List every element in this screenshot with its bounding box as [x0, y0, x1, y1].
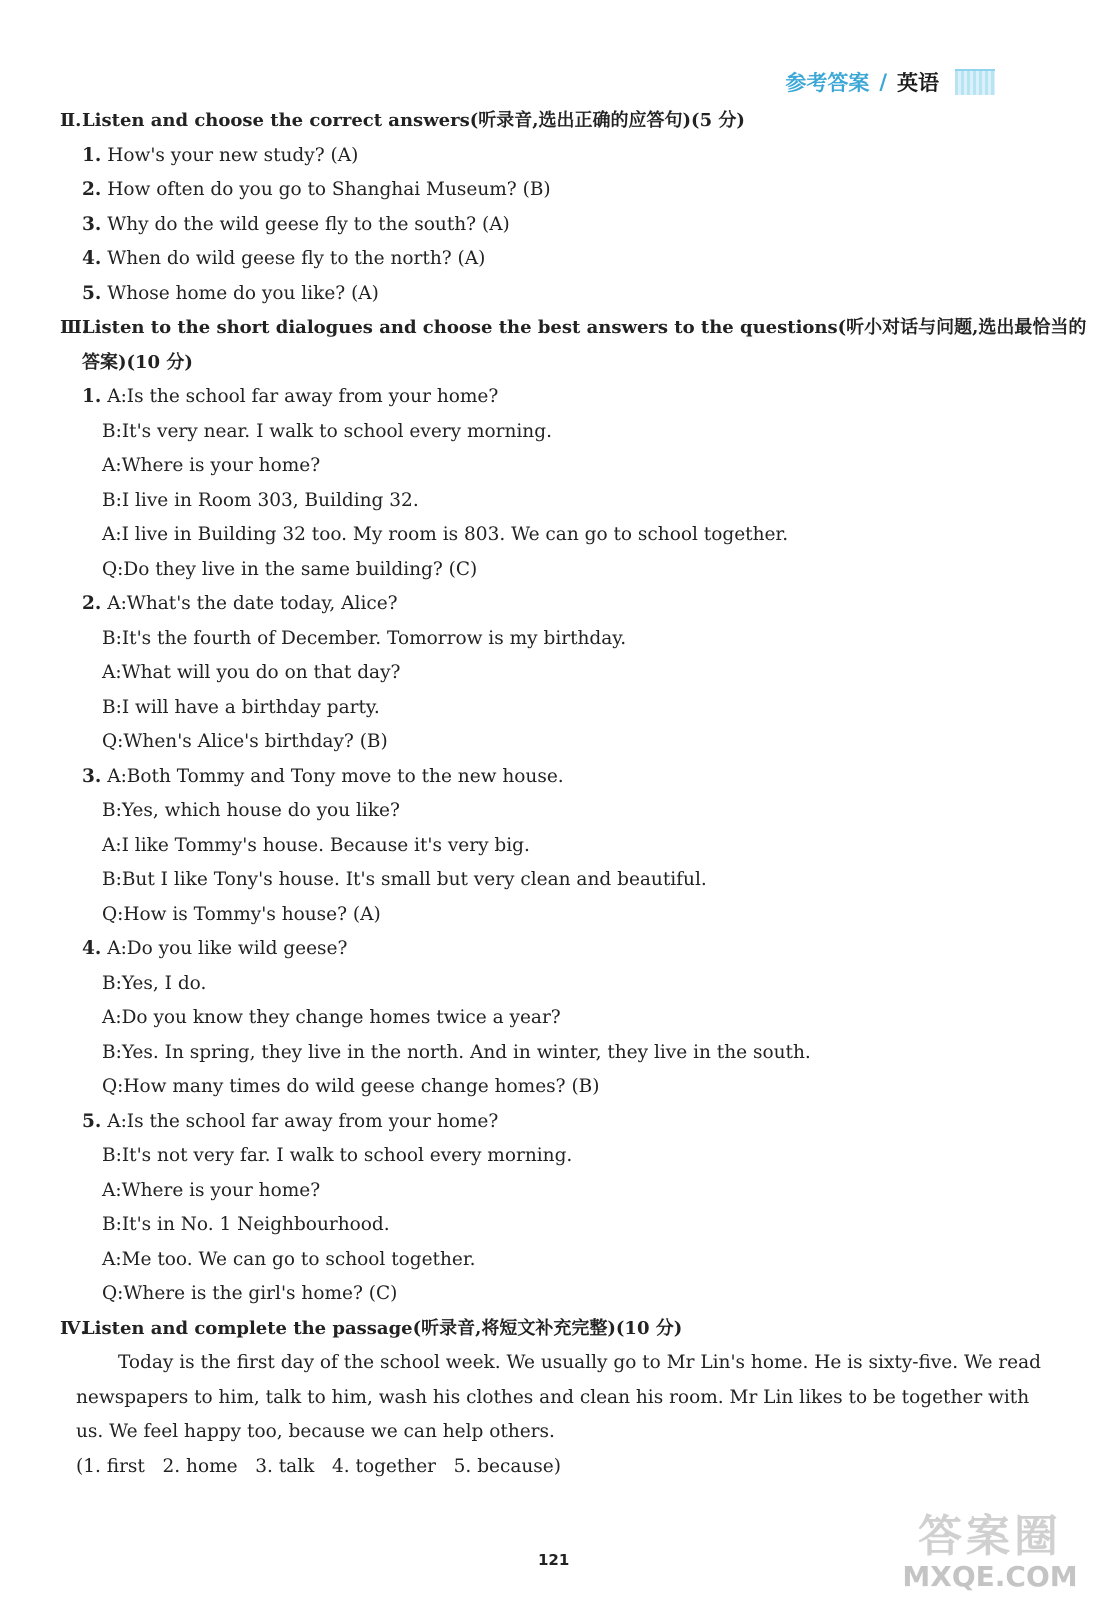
dialogue-question: Q:How many times do wild geese change homes? (B) [102, 1076, 600, 1097]
item-text: Why do the wild geese fly to the south? (A) [107, 213, 510, 235]
dialogue-line: B:It's the fourth of December. Tomorrow is my birthday. [102, 627, 627, 649]
dialogue-question: Q:Where is the girl's home? (C) [102, 1283, 398, 1304]
dialogue-line: A:Me too. We can go to school together. [102, 1248, 476, 1270]
item-number: 1. [82, 144, 102, 166]
section-heading [60, 104, 1020, 139]
section-title: Listen to the short dialogues and choose the best answers to the questions(听小对话与问题,选出最恰当的 [82, 317, 1087, 338]
passage-line: newspapers to him, talk to him, wash his clothes and clean his room. Mr Lin likes to be together with [76, 1386, 1030, 1408]
dialogue-line: B:Yes. In spring, they live in the north. And in winter, they live in the south. [102, 1041, 811, 1063]
dialogue-line: A:Where is your home? [102, 455, 321, 476]
dialogue-line: B:I will have a birthday party. [102, 696, 380, 718]
dialogue-line: A:I like Tommy's house. Because it's very big. [102, 834, 530, 856]
dialogue-text: A:Is the school far away from your home? [107, 1110, 499, 1132]
dialogue-line: B:Yes, which house do you like? [102, 800, 400, 821]
dialogue-line: B:It's in No. 1 Neighbourhood. [102, 1214, 390, 1235]
item-text: When do wild geese fly to the north? (A) [107, 248, 486, 269]
item-number: 3. [82, 765, 102, 787]
passage-line: Today is the first day of the school week. We usually go to Mr Lin's home. He is sixty-five. We read [118, 1352, 1041, 1373]
dialogue-text: A:Both Tommy and Tony move to the new house. [107, 765, 564, 787]
item-number: 4. [82, 248, 102, 269]
dialogue-question: Q:Do they live in the same building? (C) [102, 558, 478, 580]
watermark-url: MXQE.COM [902, 1560, 1078, 1593]
dialogue-line: B:Yes, I do. [102, 972, 207, 994]
dialogue-line: B:I live in Room 303, Building 32. [102, 489, 419, 511]
section-number: Ⅲ. [60, 317, 89, 338]
list-item [60, 173, 1020, 208]
dialogue-line: A:Do you know they change homes twice a year? [102, 1007, 561, 1028]
page-number: 121 [538, 1551, 570, 1569]
header-separator: / [879, 70, 887, 94]
dialogue-question: Q:When's Alice's birthday? (B) [102, 731, 388, 752]
item-number: 2. [82, 593, 102, 614]
item-number: 4. [82, 938, 102, 959]
passage-line: us. We feel happy too, because we can help others. [76, 1421, 555, 1442]
watermark [895, 1512, 1085, 1592]
header-subject: 英语 [897, 71, 939, 95]
list-item [60, 139, 1020, 174]
dialogue-line [60, 1105, 1020, 1140]
item-text: How often do you go to Shanghai Museum? (B) [107, 179, 551, 200]
dialogue-text: A:Do you like wild geese? [107, 938, 348, 959]
item-number: 2. [82, 179, 102, 200]
section-heading [60, 1312, 1020, 1347]
section-title: Listen and complete the passage(听录音,将短文补充完整)(10 分) [82, 1317, 683, 1339]
section-number: Ⅳ. [60, 1317, 87, 1339]
dialogue-text: A:Is the school far away from your home? [107, 386, 499, 407]
item-number: 1. [82, 386, 102, 407]
section-heading [60, 311, 1087, 346]
dialogue-question: Q:How is Tommy's house? (A) [102, 903, 381, 925]
item-number: 5. [82, 282, 102, 304]
dialogue-line: B:But I like Tony's house. It's small but very clean and beautiful. [102, 869, 707, 890]
header-ref-label: 参考答案 [785, 71, 870, 95]
dialogue-line: B:It's not very far. I walk to school every morning. [102, 1145, 573, 1166]
dialogue-line [60, 587, 1020, 622]
dialogue-text: A:What's the date today, Alice? [107, 593, 398, 614]
passage-answers: (1. first 2. home 3. talk 4. together 5. because) [76, 1455, 561, 1477]
item-number: 5. [82, 1110, 102, 1132]
list-item [60, 242, 1020, 277]
section-title-continued: 答案)(10 分) [82, 351, 193, 373]
header-decoration-bar [955, 69, 995, 95]
page-header [785, 66, 995, 98]
list-item [60, 208, 1020, 243]
section-number: Ⅱ. [60, 110, 82, 131]
dialogue-line: A:Where is your home? [102, 1179, 321, 1201]
dialogue-line [60, 380, 1020, 415]
item-text: Whose home do you like? (A) [107, 282, 379, 304]
dialogue-line: B:It's very near. I walk to school every morning. [102, 420, 552, 442]
item-text: How's your new study? (A) [107, 144, 359, 166]
section-title: Listen and choose the correct answers(听录音,选出正确的应答句)(5 分) [82, 110, 745, 131]
dialogue-line: A:I live in Building 32 too. My room is 803. We can go to school together. [102, 524, 789, 545]
dialogue-line [60, 932, 1020, 967]
item-number: 3. [82, 213, 102, 235]
dialogue-line: A:What will you do on that day? [102, 662, 401, 683]
list-item [60, 277, 1020, 312]
watermark-text: 答案圈 [918, 1511, 1062, 1562]
dialogue-line [60, 760, 1020, 795]
answer-content [60, 104, 1087, 1484]
